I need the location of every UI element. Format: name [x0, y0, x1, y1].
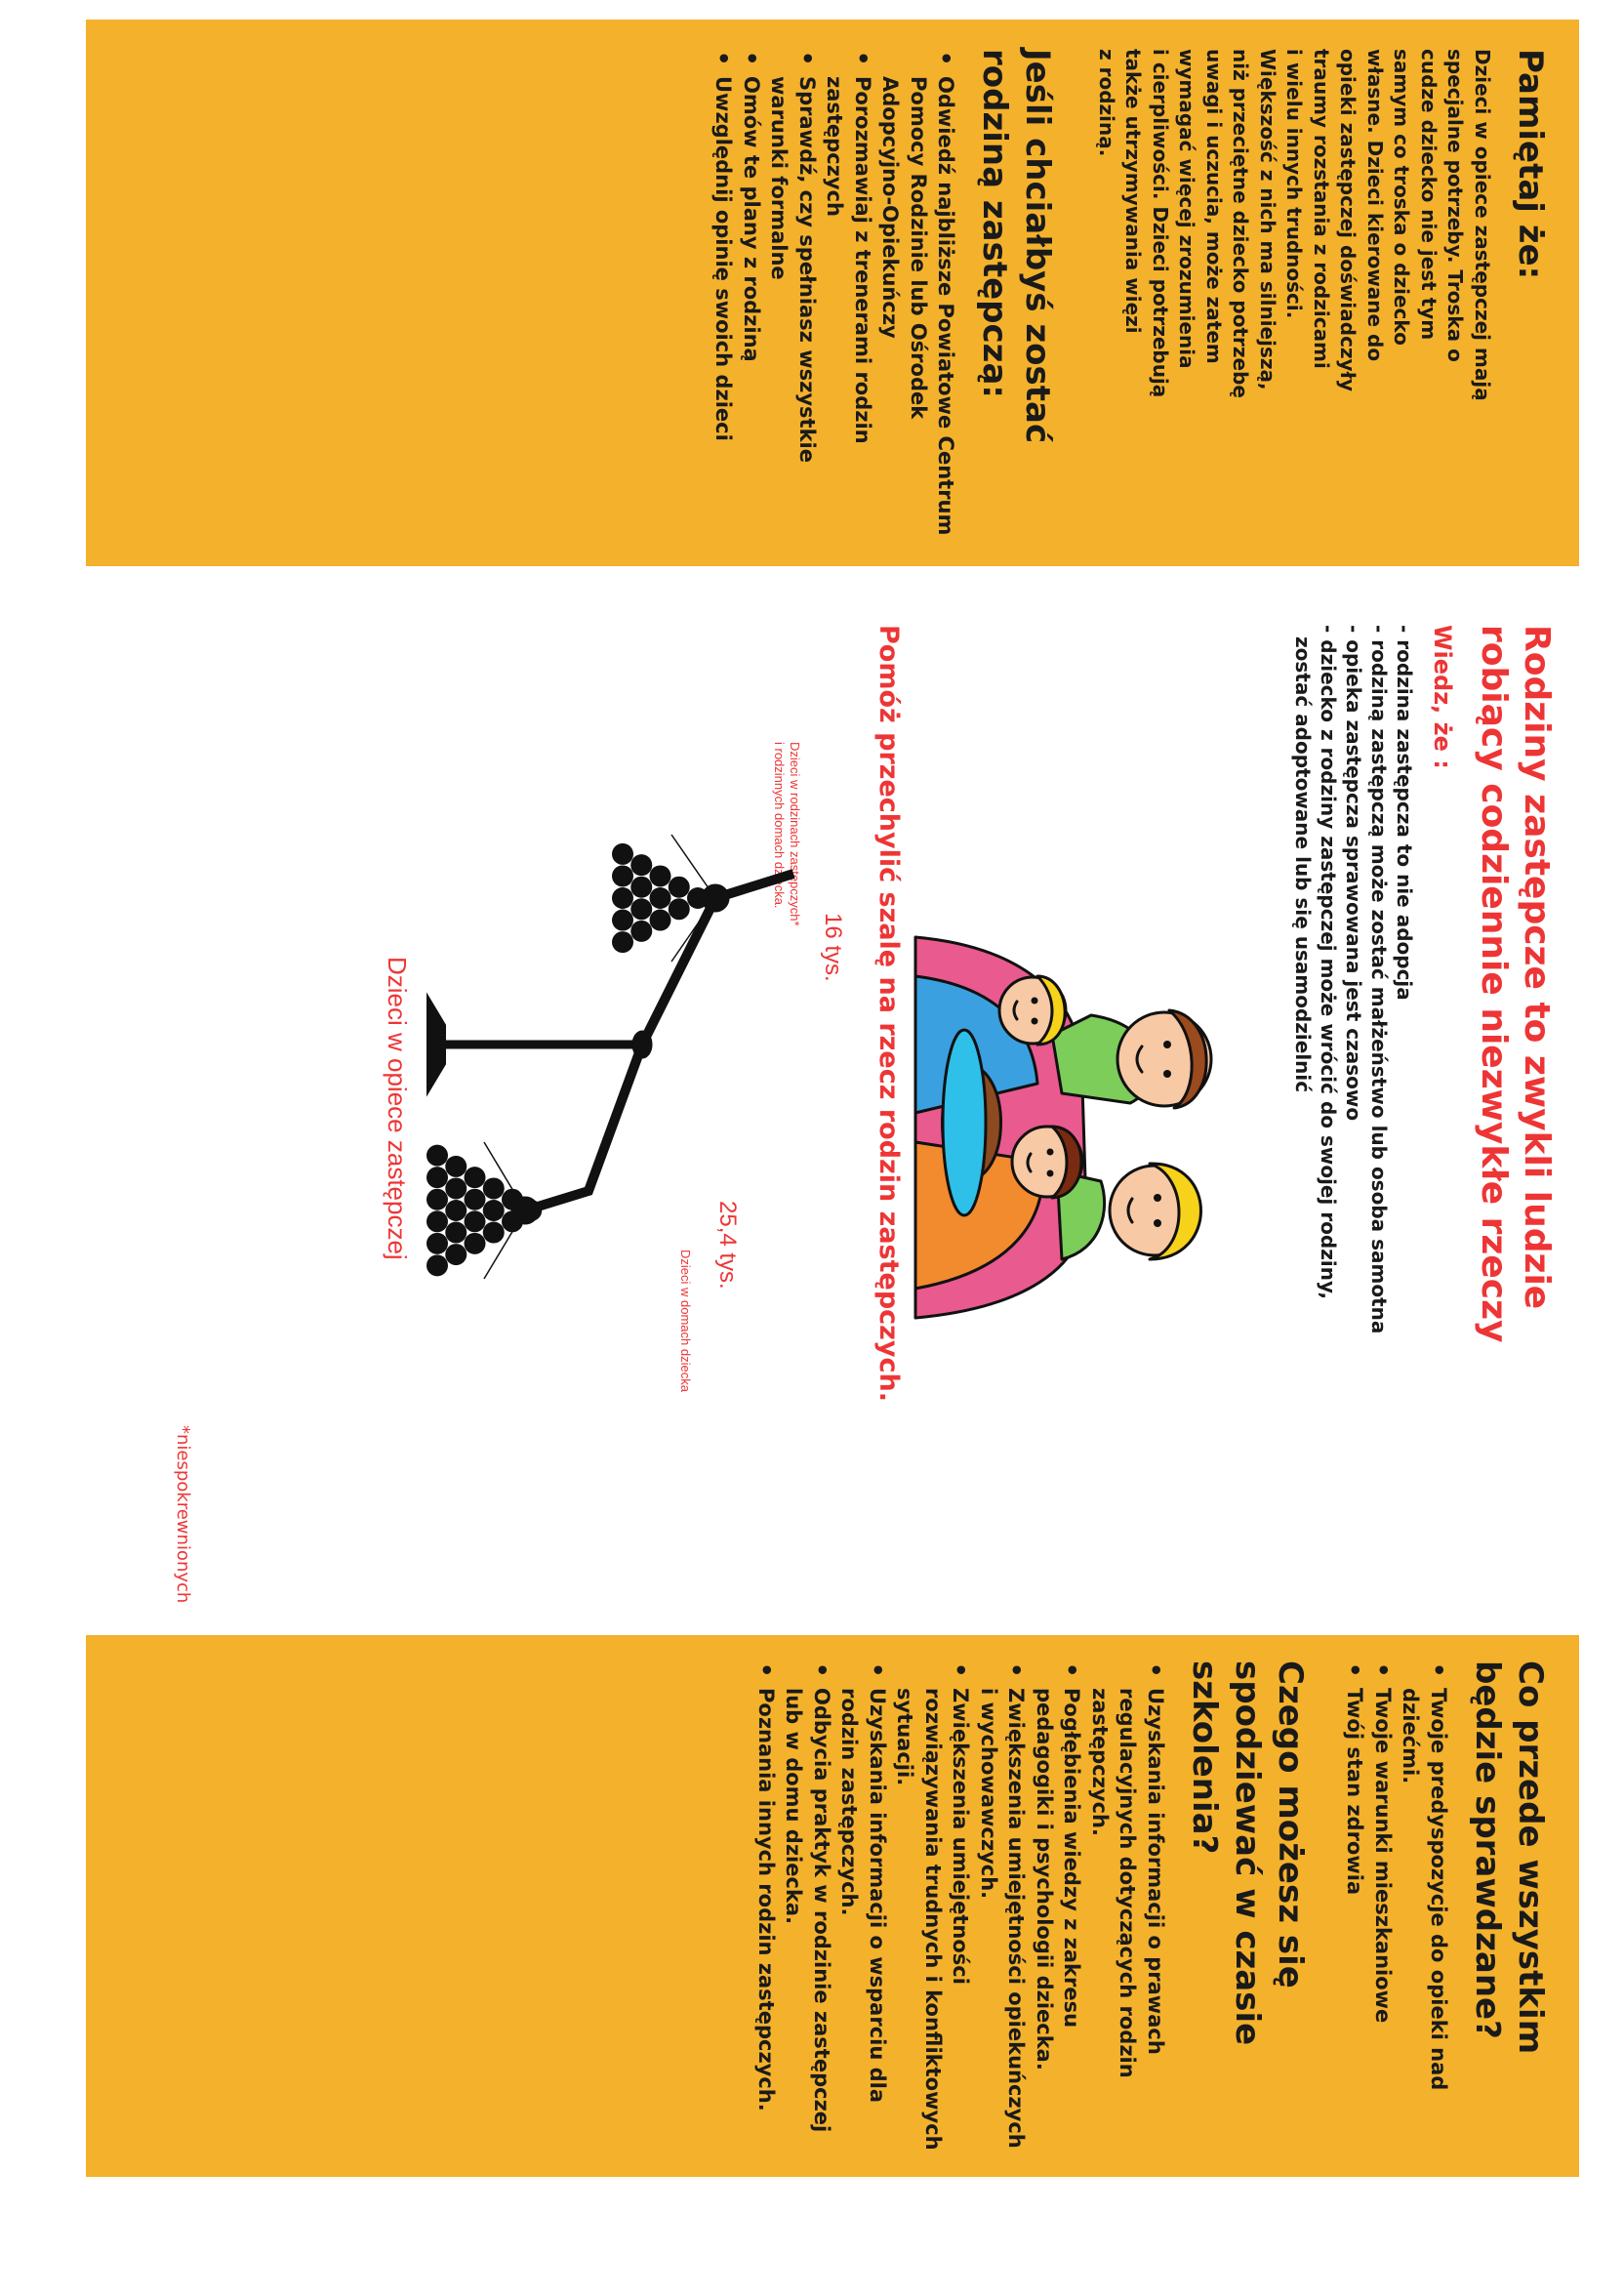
right-value-label: 25,4 tys.	[714, 1201, 741, 1290]
list-item: • Uzyskania informacji o prawach regulacyjnych dotyczących rodzin zastępczych.	[1086, 1660, 1170, 2157]
become-foster-list	[710, 49, 960, 537]
scale-ball	[502, 1210, 523, 1232]
remember-line: Większość z nich ma silniejszą,	[1256, 49, 1279, 390]
left-panel	[86, 20, 1579, 566]
scale-ball	[465, 1210, 486, 1232]
list-item: • Uzyskania informacji o wsparciu dla rodzin zastępczych.	[835, 1660, 891, 2157]
scale-ball	[630, 854, 652, 876]
remember-line: traumy rozstania z rodzicami	[1310, 49, 1333, 369]
remember-paragraph	[1093, 49, 1496, 537]
scale-ball	[426, 1167, 448, 1188]
scale-ball	[669, 898, 690, 920]
list-item: • Uwzględnij opinię swoich dzieci	[710, 49, 738, 537]
balance-scale-chart	[379, 703, 847, 1484]
list-item: • Twoje predyspozycje do opieki nad dziećmi.	[1397, 1660, 1452, 2157]
scale-ball	[630, 921, 652, 942]
scale-ball	[465, 1233, 486, 1254]
scale-ball	[465, 1189, 486, 1210]
remember-line: z rodziną.	[1095, 49, 1118, 157]
left-caption: Dzieci w rodzinach zastępczych*	[788, 742, 802, 926]
title-line: robiący codziennie niezwykłe rzeczy	[1474, 625, 1514, 1343]
middle-panel	[86, 566, 1579, 1635]
know-item: zostać adoptowane lub się usamodzielnić	[1291, 636, 1315, 1093]
help-heading: Pomóż przechylić szalę na rzecz rodzin zastępczych.	[873, 625, 904, 1402]
list-item: • Porozmawiaj z trenerami rodzin zastępczych	[821, 49, 876, 537]
heading-line: Co przede wszystkim	[1511, 1660, 1550, 2055]
heading-line: spodziewać w czasie	[1228, 1660, 1267, 2046]
scale-ball	[612, 887, 633, 909]
scale-ball	[445, 1222, 467, 1244]
become-foster-heading	[974, 49, 1060, 537]
scale-ball	[520, 1200, 542, 1221]
know-item: - rodziną zastępczą może zostać małżeństwo lub osoba samotna	[1367, 625, 1391, 1334]
scale-ball	[426, 1145, 448, 1167]
checked-list	[1341, 1660, 1452, 2157]
heading-line: będzie sprawdzane?	[1468, 1660, 1507, 2039]
scale-ball	[669, 877, 690, 898]
know-item: - rodzina zastępcza to nie adopcja	[1393, 625, 1416, 1001]
scale-ball	[483, 1200, 505, 1221]
title-line: Rodziny zastępcze to zwykli ludzie	[1517, 625, 1557, 1310]
scale-ball	[426, 1189, 448, 1210]
training-heading	[1183, 1660, 1312, 2157]
scale-ball	[445, 1177, 467, 1199]
remember-line: samym co troska o dziecko	[1390, 49, 1414, 346]
scale-ball	[445, 1156, 467, 1177]
leaflet	[86, 20, 1579, 2177]
scale-ball	[445, 1200, 467, 1221]
scale-ball	[483, 1177, 505, 1199]
right-caption: Dzieci w domach dziecka	[678, 1250, 693, 1392]
heading-line: Jeśli chciałbyś zostać	[1018, 49, 1058, 444]
main-title	[1472, 625, 1558, 1601]
scale-ball	[630, 877, 652, 898]
leaflet-content	[86, 20, 1579, 2177]
remember-line: Dzieci w opiece zastępczej mają	[1471, 49, 1494, 401]
list-item: • Odwiedź najbliższe Powiatowe Centrum Pomocy Rodzinie lub Ośrodek Adopcyjno-Opiekuńczy	[876, 49, 960, 537]
footnote: *niespokrewnionych	[173, 1425, 193, 1604]
scale-ball	[612, 931, 633, 953]
list-item: • Poznania innych rodzin zastępczych.	[752, 1660, 781, 2157]
know-heading: Wiedz, że :	[1429, 625, 1456, 769]
left-caption: i rodzinnych domach dziecka.	[772, 742, 787, 909]
training-list	[752, 1660, 1170, 2157]
scale-ball	[650, 865, 671, 886]
scale-ball	[483, 1222, 505, 1244]
right-panel	[86, 1635, 1579, 2177]
list-item: • Twoje warunki mieszkaniowe	[1369, 1660, 1398, 2157]
remember-heading: Pamiętaj że:	[1511, 49, 1550, 280]
scale-left-labels	[772, 742, 846, 982]
scale-ball	[426, 1254, 448, 1276]
heading-line: rodziną zastępczą:	[975, 49, 1015, 398]
scale-ball	[445, 1244, 467, 1265]
remember-line: uwagi i uczucia, może zatem	[1202, 49, 1226, 364]
bottom-caption: Dzieci w opiece zastępczej	[383, 957, 412, 1260]
scale-ball	[502, 1189, 523, 1210]
list-item: • Sprawdź, czy spełniasz wszystkie warunki formalne	[765, 49, 821, 537]
scale-ball	[630, 898, 652, 920]
scale-ball	[612, 843, 633, 865]
heading-line: Czego możesz się	[1271, 1660, 1310, 1988]
list-item: • Pogłębienia wiedzy z zakresu pedagogiki i psychologii dziecka.	[1031, 1660, 1086, 2157]
know-list	[1290, 625, 1417, 1601]
remember-line: niż przeciętne dziecko potrzebę	[1229, 49, 1253, 398]
remember-line: opieki zastępczej doświadczyły	[1336, 49, 1360, 392]
scale-ball	[612, 910, 633, 931]
remember-line: wymagać więcej zrozumienia	[1175, 49, 1199, 369]
right-pan-balls	[426, 1145, 542, 1277]
remember-line: i wielu innych trudności.	[1282, 49, 1307, 319]
list-item: • Zwiększenia umiejętności opiekuńczych i wychowawczych.	[975, 1660, 1031, 2157]
left-value-label: 16 tys.	[820, 913, 846, 982]
scale-ball	[426, 1210, 448, 1232]
scale-ball	[687, 887, 709, 909]
family-illustration	[906, 918, 1257, 1328]
checked-heading	[1466, 1660, 1552, 2157]
remember-line: także utrzymywania więzi	[1121, 49, 1146, 334]
know-item: - opieka zastępcza sprawowana jest czasowo	[1342, 625, 1365, 1122]
remember-line: specjalne potrzeby. Troska o	[1443, 49, 1468, 362]
remember-line: i cierpliwości. Dzieci potrzebują	[1149, 49, 1172, 398]
list-item: • Odbycia praktyk w rodzinie zastępczej lub w domu dziecka.	[780, 1660, 835, 2157]
scale-right-labels	[678, 1201, 741, 1393]
list-item: • Twój stan zdrowia	[1341, 1660, 1369, 2157]
scale-ball	[650, 910, 671, 931]
remember-line: cudze dziecko nie jest tym	[1417, 49, 1441, 341]
scale-ball	[612, 865, 633, 886]
heading-line: szkolenia?	[1185, 1660, 1224, 1855]
know-item: - dziecko z rodziny zastępczej może wrócić do swojej rodziny,	[1317, 625, 1340, 1300]
remember-line: własne. Dzieci kierowane do	[1363, 49, 1387, 362]
list-item: • Zwiększenia umiejętności rozwiązywania trudnych i konfliktowych sytuacji.	[891, 1660, 975, 2157]
scale-ball	[650, 887, 671, 909]
list-item: • Omów te plany z rodziną	[738, 49, 766, 537]
scale-ball	[426, 1233, 448, 1254]
scale-ball	[465, 1167, 486, 1188]
